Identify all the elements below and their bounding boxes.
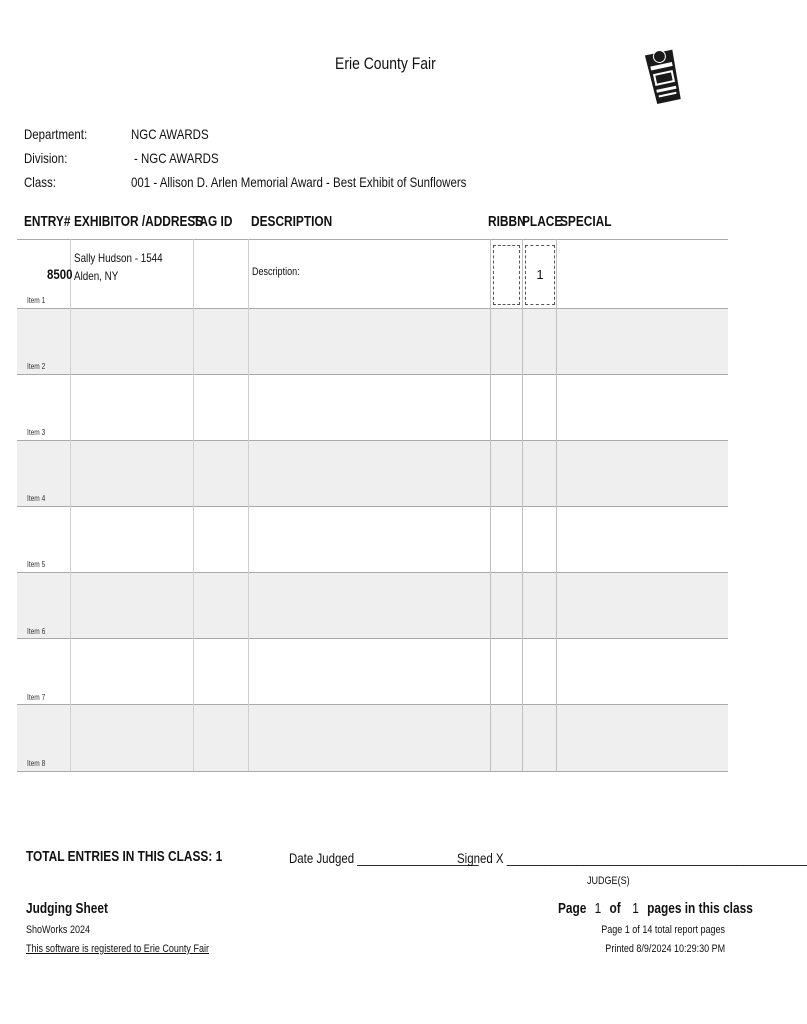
page-title: Erie County Fair [334,54,436,73]
entry-number: 8500 [47,266,73,282]
ribbon-box[interactable] [493,245,520,305]
division-value: - NGC AWARDS [134,150,219,166]
table-divider [17,440,728,441]
class-value: 001 - Allison D. Arlen Memorial Award - Best Exhibit of Sunflowers [131,174,467,190]
table-divider [17,374,728,375]
total-entries: TOTAL ENTRIES IN THIS CLASS: 1 [26,849,223,865]
item-label: Item 8 [27,759,46,768]
table-divider [17,771,728,772]
software-version: ShoWorks 2024 [26,924,91,936]
table-row [17,239,728,308]
col-entry: ENTRY# [24,214,71,230]
table-row [17,638,728,704]
column-divider [556,239,557,771]
department-value: NGC AWARDS [131,126,209,142]
column-divider [193,239,194,771]
table-row [17,704,728,771]
page-of: of [609,901,621,917]
report-pages [560,924,725,936]
col-description: DESCRIPTION [251,214,333,230]
department-label: Department: [24,126,88,142]
signature-field[interactable]: Signed X _______________________________________________ [457,850,807,866]
erie-county-fair-logo-icon [645,46,683,110]
table-row [17,506,728,572]
exhibitor-address: Alden, NY [74,269,119,283]
table-divider [17,572,728,573]
item-label: Item 4 [27,494,46,503]
column-divider [248,239,249,771]
table-row [17,572,728,638]
table-divider [17,506,728,507]
printed-timestamp-text: Printed 8/9/2024 10:29:30 PM [605,943,725,955]
item-label: Item 7 [27,693,46,702]
description-label: Description: [252,266,300,278]
exhibitor-name: Sally Hudson - 1544 [74,251,163,265]
table-divider [17,239,728,240]
date-judged-field[interactable]: Date Judged ___________________ [289,850,479,866]
col-exhibitor: EXHIBITOR /ADDRESS [74,214,204,230]
sheet-title: Judging Sheet [26,901,108,917]
item-label: Item 6 [27,627,46,636]
column-divider [522,239,523,771]
column-divider [490,239,491,771]
table-row [17,440,728,506]
column-divider [70,239,71,771]
page-number: 1 [594,901,602,917]
page-total: 1 [632,901,639,917]
page-label: Page [558,901,587,917]
registration-notice: This software is registered to Erie County Fair [26,943,209,955]
item-label: Item 5 [27,560,46,569]
judges-label: JUDGE(S) [587,875,630,887]
table-row [17,374,728,440]
report-pages-text: Page 1 of 14 total report pages [601,924,725,936]
col-special: SPECIAL [560,214,612,230]
page-counter [558,901,758,917]
class-label: Class: [24,174,56,190]
table-row [17,308,728,374]
division-label: Division: [24,150,68,166]
printed-timestamp [560,943,725,955]
place-value: 1 [536,267,544,282]
item-label: Item 2 [27,362,46,371]
table-divider [17,308,728,309]
col-ribbon: RIBBN [488,214,526,230]
table-divider [17,638,728,639]
col-tag: TAG ID [193,214,233,230]
item-label: Item 1 [27,296,46,305]
table-divider [17,704,728,705]
col-place: PLACE [522,214,563,230]
item-label: Item 3 [27,428,46,437]
pages-suffix: pages in this class [647,901,753,917]
